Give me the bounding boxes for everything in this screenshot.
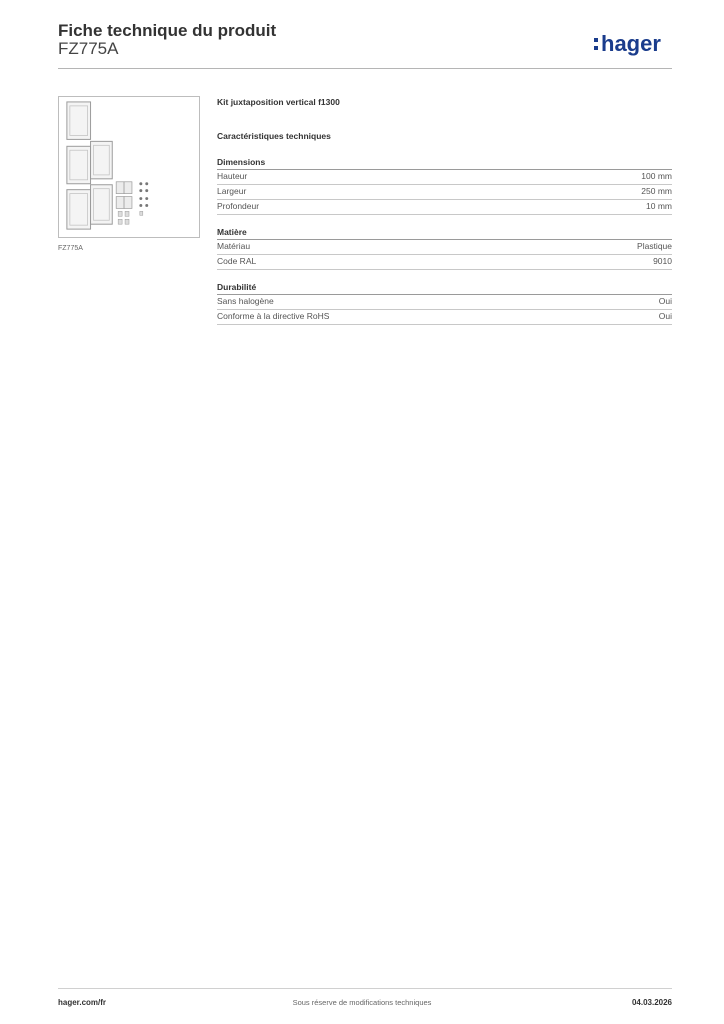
logo-text: hager	[601, 31, 661, 56]
spec-value: 250 mm	[641, 186, 672, 196]
hager-logo	[592, 26, 682, 60]
spec-content	[217, 97, 672, 325]
spec-label: Largeur	[217, 186, 247, 196]
spec-value: 10 mm	[646, 201, 672, 211]
group-title: Matière	[217, 227, 672, 240]
footer-website: hager.com/fr	[58, 998, 107, 1007]
page-title: Fiche technique du produit	[58, 21, 277, 40]
spec-row	[217, 200, 672, 215]
spec-label: Profondeur	[217, 201, 260, 211]
spec-value: 100 mm	[641, 171, 672, 181]
spec-label: Code RAL	[217, 256, 257, 266]
spec-group-dimensions	[217, 157, 672, 215]
footer-notice: Sous réserve de modifications techniques	[292, 998, 432, 1007]
spec-label: Conforme à la directive RoHS	[217, 311, 330, 321]
spec-row	[217, 170, 672, 185]
product-illustration-icon	[59, 97, 199, 237]
spec-heading: Caractéristiques techniques	[217, 131, 331, 141]
spec-row	[217, 295, 672, 310]
spec-label: Sans halogène	[217, 296, 274, 306]
spec-label: Matériau	[217, 241, 251, 251]
spec-label: Hauteur	[217, 171, 248, 181]
group-title: Dimensions	[217, 157, 672, 170]
spec-value: 9010	[653, 256, 672, 266]
spec-value: Plastique	[637, 241, 672, 251]
product-reference: FZ775A	[58, 39, 119, 58]
product-image	[58, 96, 200, 238]
header-divider	[58, 68, 672, 69]
spec-row	[217, 240, 672, 255]
product-name: Kit juxtaposition vertical f1300	[217, 97, 340, 107]
spec-group-material	[217, 227, 672, 270]
footer-divider	[58, 988, 672, 989]
group-title: Durabilité	[217, 282, 672, 295]
spec-row	[217, 255, 672, 270]
spec-group-durability	[217, 282, 672, 325]
spec-value: Oui	[658, 296, 672, 306]
spec-row	[217, 310, 672, 325]
spec-row	[217, 185, 672, 200]
footer-date: 04.03.2026	[631, 998, 672, 1007]
spec-value: Oui	[658, 311, 672, 321]
image-caption: FZ775A	[58, 245, 83, 252]
